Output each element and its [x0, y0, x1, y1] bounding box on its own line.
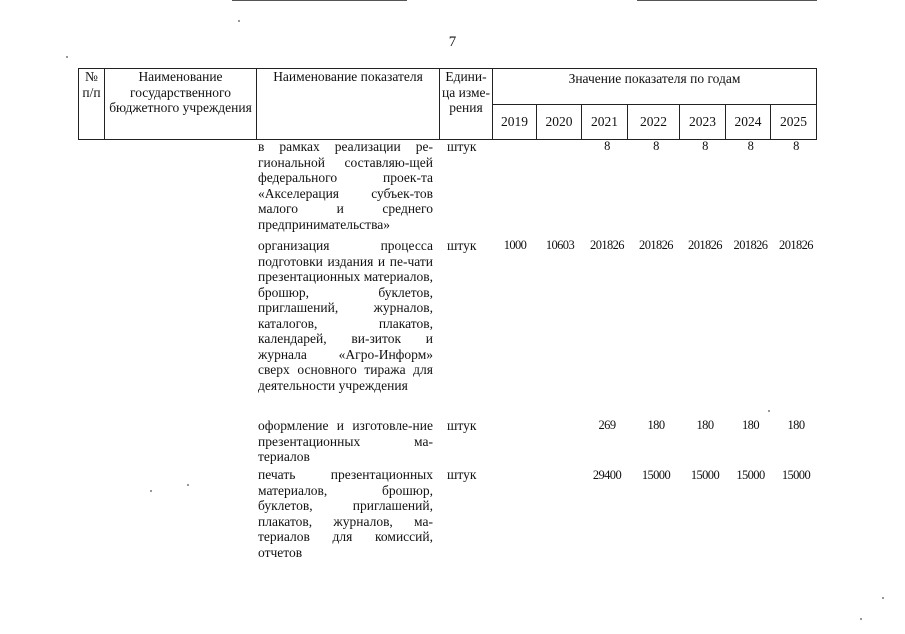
header-year: 2022 — [628, 105, 680, 140]
value-cell: 180 — [696, 418, 714, 432]
value-cell: 29400 — [592, 468, 622, 482]
value-cell: 1000 — [503, 238, 527, 252]
value-cell: 180 — [742, 418, 759, 432]
unit-cell: штук — [447, 418, 477, 433]
header-values: Значение показателя по годам — [493, 69, 817, 105]
header-year: 2024 — [726, 105, 771, 140]
table-header — [78, 68, 817, 140]
indicator-desc: оформление и изготовле-ние презентационных ма-териалов — [258, 418, 433, 464]
scan-speck — [187, 484, 189, 486]
value-cell: 201826 — [590, 238, 624, 252]
scan-speck — [150, 490, 152, 492]
value-cell: 15000 — [641, 468, 671, 482]
top-rule-right — [637, 0, 817, 1]
header-year: 2020 — [537, 105, 582, 140]
header-num: № п/п — [79, 69, 105, 140]
header-indicator: Наименование показателя — [257, 69, 440, 140]
value-cell: 8 — [702, 139, 708, 153]
unit-cell: штук — [447, 238, 477, 253]
header-year: 2023 — [680, 105, 726, 140]
value-cell: 8 — [747, 139, 754, 153]
unit-cell: штук — [447, 139, 477, 154]
value-cell: 15000 — [690, 468, 720, 482]
indicator-desc: печать презентационных материалов, брошюр, буклетов, приглашений, плакатов, журналов, ма-териалов для комиссий, отчетов — [258, 467, 433, 560]
scan-speck — [768, 410, 770, 412]
value-cell: 201826 — [733, 238, 768, 252]
value-cell: 201826 — [688, 238, 722, 252]
value-cell: 180 — [787, 418, 805, 432]
scan-speck — [882, 597, 884, 599]
unit-cell: штук — [447, 467, 477, 482]
value-cell: 269 — [598, 418, 616, 432]
value-cell: 15000 — [781, 468, 811, 482]
scan-speck — [66, 56, 68, 58]
header-unit: Едини-ца изме-рения — [440, 69, 493, 140]
value-cell: 8 — [653, 139, 659, 153]
value-cell: 201826 — [779, 238, 813, 252]
header-institution: Наименование государственного бюджетного учреждения — [105, 69, 257, 140]
scan-speck — [238, 20, 240, 22]
indicator-desc: организация процесса подготовки издания и пе-чати презентационных материалов, брошюр, буклетов, приглашений, журналов, каталогов, плакатов, календарей, ви-зиток и журнала «Агро-Информ» сверх основного тиража для деятельности учреждения — [258, 238, 433, 393]
top-rule-left — [232, 0, 407, 1]
indicator-desc: в рамках реализации ре-гиональной составляю-щей федерального проек-та «Акселерация субъек-тов малого и среднего предпринимательства» — [258, 139, 433, 232]
value-cell: 8 — [604, 139, 610, 153]
value-cell: 8 — [793, 139, 799, 153]
page-number: 7 — [448, 34, 457, 50]
header-year: 2021 — [582, 105, 628, 140]
header-year: 2025 — [771, 105, 817, 140]
value-cell: 10603 — [545, 238, 575, 252]
value-cell: 15000 — [736, 468, 765, 482]
header-year: 2019 — [493, 105, 537, 140]
value-cell: 201826 — [639, 238, 673, 252]
scan-speck — [860, 618, 862, 620]
value-cell: 180 — [647, 418, 665, 432]
